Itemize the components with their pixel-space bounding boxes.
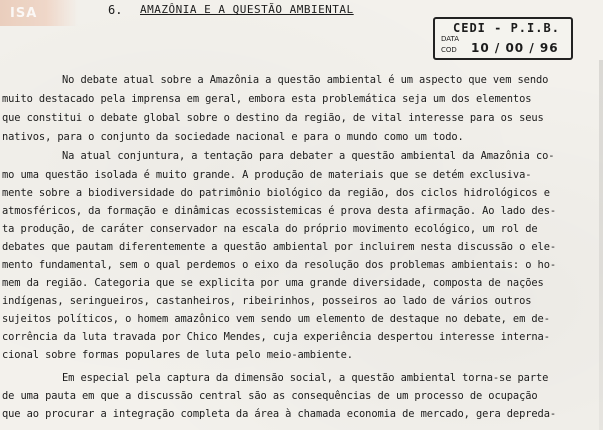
paragraph-line: Na atual conjuntura, a tentação para debater a questão ambiental da Amazônia co- <box>62 150 555 162</box>
document-title: AMAZÔNIA E A QUESTÃO AMBIENTAL <box>140 3 354 16</box>
paragraph-line: que ao procurar a integração completa da área à chamada economia de mercado, gera depreda- <box>2 408 557 420</box>
paragraph-line: corrência da luta travada por Chico Mendes, cuja experiência despertou interesse interna- <box>2 331 550 343</box>
paragraph-line: nativos, para o conjunto da sociedade nacional e para o mundo como um todo. <box>2 131 464 143</box>
paragraph-line: debates que pautam diferentemente a questão ambiental por incluirem nesta discussão o ele- <box>2 241 557 253</box>
paragraph-line: ta produção, de caráter conservador na escala do próprio movimento ecológico, um rol de <box>2 223 538 235</box>
stamp-label-date: DATA <box>441 35 460 43</box>
stamp-title: CEDI - P.I.B. <box>453 21 560 35</box>
paragraph-line: cional sobre formas populares de luta pelo meio-ambiente. <box>2 349 353 361</box>
paragraph-line: atmosféricos, da formação e dinâmicas ecossistemicas é prova desta afirmação. Ao lado des- <box>2 205 557 217</box>
corner-watermark-label: ISA <box>10 6 38 21</box>
paragraph-line: mo uma questão isolada é muito grande. A produção de materiais que se detém exclusiva- <box>2 169 532 181</box>
paragraph-line: sujeitos políticos, o homem amazônico vem sendo um elemento de destaque no debate, em de- <box>2 313 550 325</box>
paragraph-line: indígenas, seringueiros, castanheiros, ribeirinhos, posseiros ao lado de vários outros <box>2 295 532 307</box>
paragraph-line: mente sobre a biodiversidade do patrimônio biológico da região, dos ciclos hidrológicos e <box>2 187 550 199</box>
page-number: 6. <box>108 3 123 17</box>
paragraph-line: muito destacado pela imprensa em geral, embora esta problemática seja um dos elementos <box>2 93 532 105</box>
paragraph-line: Em especial pela captura da dimensão social, a questão ambiental torna-se parte <box>62 372 549 384</box>
corner-watermark <box>0 0 78 26</box>
scan-edge-shadow <box>599 60 603 430</box>
paragraph-line: mento fundamental, sem o qual perdemos o eixo da resolução dos problemas ambientais: o ho- <box>2 259 557 271</box>
archive-stamp <box>433 17 573 60</box>
paragraph-line: mem da região. Categoria que se explicita por uma grande diversidade, composta de nações <box>2 277 544 289</box>
paragraph-line: No debate atual sobre a Amazônia a questão ambiental é um aspecto que vem sendo <box>62 74 549 86</box>
paragraph-line: que constitui o debate global sobre o destino da região, de vital interesse para os seus <box>2 112 544 124</box>
stamp-label-code: COD <box>441 46 457 54</box>
paragraph-line: de uma pauta em que a discussão central são as consequências de um processo de ocupação <box>2 390 538 402</box>
stamp-date: 10 / 00 / 96 <box>471 41 559 55</box>
